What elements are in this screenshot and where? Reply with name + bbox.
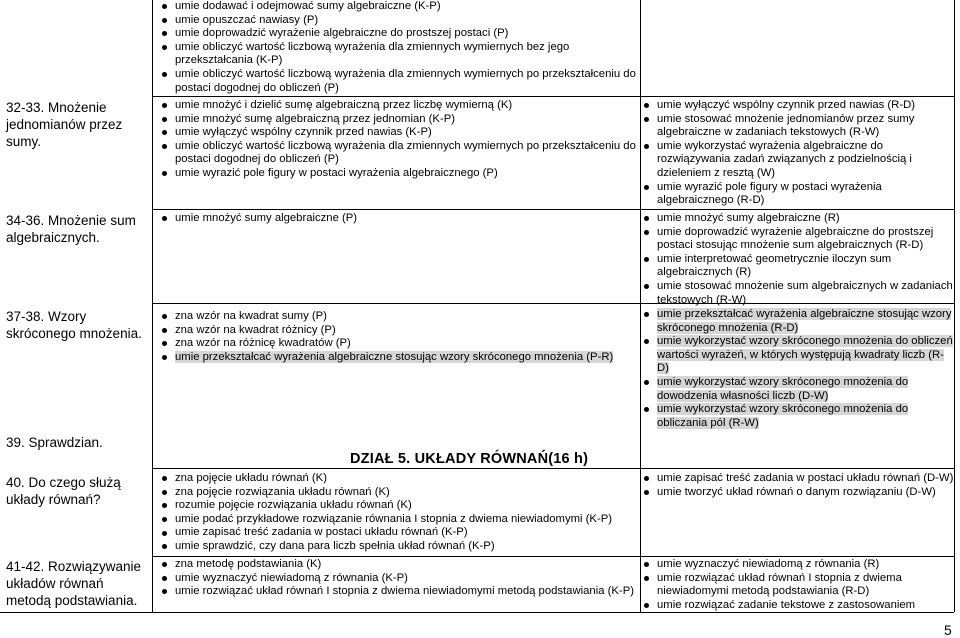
topic-34-36: 34-36. Mnożenie sum algebraicznych.: [6, 213, 136, 245]
extended-requirements-37-38: [640, 308, 954, 430]
extended-requirements-41-42: [640, 558, 954, 612]
row-divider: [152, 468, 954, 469]
highlighted-text: umie wykorzystać wzory skróconego mnożenia do obliczeń wartości wyrażeń, w których występują kwadraty liczb (R-D): [657, 335, 953, 375]
extended-requirements-34-36: [640, 212, 954, 307]
list-item: zna wzór na różnicę kwadratów (P): [158, 337, 640, 351]
list-item: umie rozwiązać zadanie tekstowe z zastosowaniem: [640, 599, 954, 613]
list-item: umie tworzyć układ równań o danym rozwiązaniu (D-W): [640, 486, 954, 500]
list-item: umie wyrazić pole figury w postaci wyrażenia algebraicznego (R-D): [640, 181, 954, 208]
basic-requirements-41-42: [158, 558, 640, 599]
list-item: umie opuszczać nawiasy (P): [158, 14, 640, 28]
topic-41-42: 41-42. Rozwiązywanie układów równań metodą podstawiania.: [6, 559, 142, 608]
list-item: umie mnożyć sumę algebraiczną przez jednomian (K-P): [158, 113, 640, 127]
extended-requirements-40: [640, 472, 954, 499]
topic-32-33: 32-33. Mnożenie jednomianów przez sumy.: [6, 100, 123, 149]
list-item: [640, 376, 954, 403]
list-item: rozumie pojęcie rozwiązania układu równań (K): [158, 499, 640, 513]
list-item: umie obliczyć wartość liczbową wyrażenia dla zmiennych wymiernych po przekształceniu do postaci dogodnej do obliczeń (P): [158, 140, 640, 167]
topic-39: 39. Sprawdzian.: [6, 435, 103, 450]
list-item: [640, 335, 954, 376]
list-item: umie stosować mnożenie jednomianów przez sumy algebraiczne w zadaniach tekstowych (R-W): [640, 113, 954, 140]
list-item: umie sprawdzić, czy dana para liczb spełnia układ równań (K-P): [158, 540, 640, 554]
row-divider: [152, 96, 954, 97]
topic-40: 40. Do czego służą układy równań?: [6, 475, 121, 507]
list-item: zna metodę podstawiania (K): [158, 558, 640, 572]
basic-requirements-37-38: [158, 310, 640, 364]
requirements-list-continued: [158, 0, 640, 95]
list-item: [640, 308, 954, 335]
list-item: umie wyrazić pole figury w postaci wyrażenia algebraicznego (P): [158, 167, 640, 181]
list-item: zna wzór na kwadrat sumy (P): [158, 310, 640, 324]
highlighted-text: umie wykorzystać wzory skróconego mnożenia do dowodzenia własności liczb (D-W): [657, 375, 909, 402]
basic-requirements-32-33: [158, 99, 640, 181]
list-item: umie wykorzystać wyrażenia algebraiczne do rozwiązywania zadań związanych z podzielnością i dzieleniem z resztą (W): [640, 140, 954, 181]
page-number: 5: [944, 622, 952, 638]
section-heading: DZIAŁ 5. UKŁADY RÓWNAŃ(16 h): [350, 451, 589, 467]
list-item: umie wyłączyć wspólny czynnik przed nawias (R-D): [640, 99, 954, 113]
row-divider: [152, 209, 954, 210]
list-item: umie doprowadzić wyrażenie algebraiczne do prostszej postaci stosując mnożenie sum algebraicznych (R-D): [640, 226, 954, 253]
list-item: umie obliczyć wartość liczbową wyrażenia dla zmiennych wymiernych bez jego przekształcania (K-P): [158, 41, 640, 68]
list-item: umie interpretować geometrycznie iloczyn sum algebraicznych (R): [640, 253, 954, 280]
list-item: [158, 351, 640, 365]
basic-requirements-34-36: [158, 212, 640, 226]
list-item: umie obliczyć wartość liczbową wyrażenia dla zmiennych wymiernych po przekształceniu do postaci dogodnej do obliczeń (P): [158, 68, 640, 95]
highlighted-text: umie wykorzystać wzory skróconego mnożenia do obliczania pól (R-W): [657, 403, 909, 429]
basic-requirements-40: [158, 472, 640, 554]
list-item: umie stosować mnożenie sum algebraicznych w zadaniach tekstowych (R-W): [640, 280, 954, 307]
table-border-right: [954, 0, 955, 612]
list-item: umie rozwiązać układ równań I stopnia z dwiema niewiadomymi metodą podstawiania (K-P): [158, 585, 640, 599]
table-border-left: [152, 0, 153, 612]
topic-37-38: 37-38. Wzory skróconego mnożenia.: [6, 309, 142, 341]
list-item: umie mnożyć sumy algebraiczne (P): [158, 212, 640, 226]
list-item: umie mnożyć sumy algebraiczne (R): [640, 212, 954, 226]
list-item: umie mnożyć i dzielić sumę algebraiczną przez liczbę wymierną (K): [158, 99, 640, 113]
row-divider: [152, 556, 954, 557]
list-item: [640, 403, 954, 430]
list-item: umie wyłączyć wspólny czynnik przed nawias (K-P): [158, 126, 640, 140]
list-item: zna pojęcie rozwiązania układu równań (K): [158, 486, 640, 500]
list-item: umie wyznaczyć niewiadomą z równania (K-P): [158, 572, 640, 586]
list-item: umie doprowadzić wyrażenie algebraiczne do prostszej postaci (P): [158, 27, 640, 41]
list-item: umie rozwiązać układ równań I stopnia z dwiema niewiadomymi metodą podstawiania (R-D): [640, 572, 954, 599]
extended-requirements-32-33: [640, 99, 954, 208]
list-item: zna pojęcie układu równań (K): [158, 472, 640, 486]
list-item: umie zapisać treść zadania w postaci układu równań (D-W): [640, 472, 954, 486]
list-item: umie zapisać treść zadania w postaci układu równań (K-P): [158, 526, 640, 540]
list-item: umie podać przykładowe rozwiązanie równania I stopnia z dwiema niewiadomymi (K-P): [158, 513, 640, 527]
list-item: umie dodawać i odejmować sumy algebraiczne (K-P): [158, 0, 640, 14]
list-item: umie wyznaczyć niewiadomą z równania (R): [640, 558, 954, 572]
highlighted-text: umie przekształcać wyrażenia algebraiczne stosując wzory skróconego mnożenia (P-R): [175, 350, 614, 363]
list-item: zna wzór na kwadrat różnicy (P): [158, 324, 640, 338]
highlighted-text: umie przekształcać wyrażenia algebraiczne stosując wzory skróconego mnożenia (R-D): [657, 308, 952, 334]
